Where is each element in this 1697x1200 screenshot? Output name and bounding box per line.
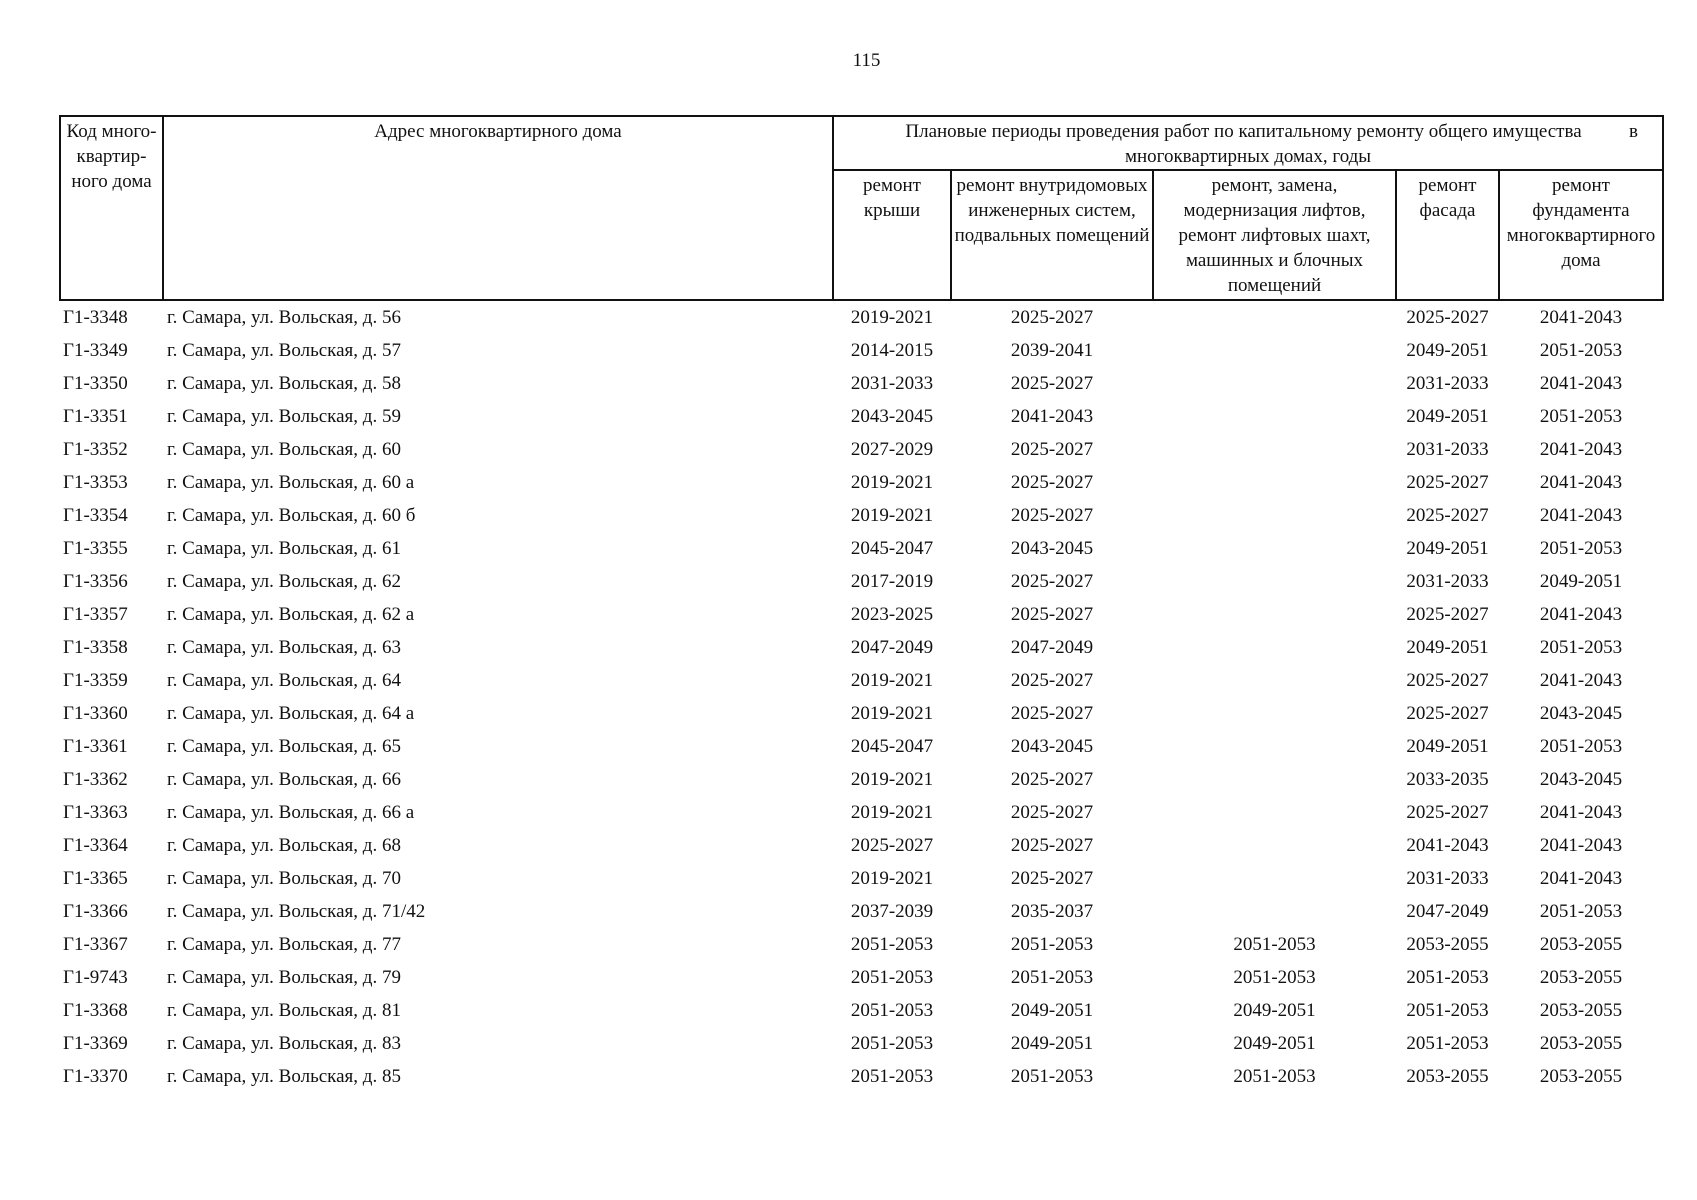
- cell-facade: 2049-2051: [1406, 736, 1489, 757]
- cell-elevators: [1153, 895, 1396, 928]
- table-header: [60, 116, 1663, 300]
- cell-engineering: 2049-2051: [1010, 1000, 1094, 1021]
- cell-foundation: 2053-2055: [1539, 1066, 1623, 1087]
- header-facade: ремонт фасада: [1396, 170, 1499, 300]
- cell-code: Г1-3367: [63, 934, 128, 955]
- cell-address: г. Самара, ул. Вольская, д. 83: [167, 1033, 401, 1054]
- cell-code: Г1-3366: [63, 901, 128, 922]
- cell-elevators: [1153, 598, 1396, 631]
- cell-elevators: 2051-2053: [1233, 967, 1316, 988]
- table-row: [60, 1027, 1663, 1060]
- cell-foundation: 2051-2053: [1539, 538, 1623, 559]
- cell-elevators: [1153, 532, 1396, 565]
- cell-address: г. Самара, ул. Вольская, д. 56: [167, 307, 401, 328]
- cell-engineering: 2043-2045: [1010, 736, 1094, 757]
- cell-engineering: 2035-2037: [1010, 901, 1094, 922]
- cell-address: г. Самара, ул. Вольская, д. 70: [167, 868, 401, 889]
- cell-code: Г1-3357: [63, 604, 128, 625]
- cell-roof: 2051-2053: [850, 1000, 934, 1021]
- header-address: Адрес многоквартирного дома: [163, 116, 833, 300]
- cell-foundation: 2041-2043: [1539, 505, 1623, 526]
- header-periods-trail: в: [1629, 121, 1639, 142]
- cell-facade: 2049-2051: [1406, 406, 1489, 427]
- cell-roof: 2047-2049: [850, 637, 934, 658]
- cell-roof: 2019-2021: [850, 868, 934, 889]
- cell-roof: 2019-2021: [850, 472, 934, 493]
- cell-code: Г1-3356: [63, 571, 128, 592]
- cell-address: г. Самара, ул. Вольская, д. 64 а: [167, 703, 415, 724]
- cell-engineering: 2039-2041: [1010, 340, 1094, 361]
- cell-engineering: 2025-2027: [1010, 868, 1094, 889]
- cell-elevators: 2049-2051: [1233, 1033, 1316, 1054]
- cell-roof: 2031-2033: [850, 373, 934, 394]
- table-row: [60, 796, 1663, 829]
- cell-engineering: 2025-2027: [1010, 571, 1094, 592]
- table-row: [60, 994, 1663, 1027]
- cell-foundation: 2049-2051: [1539, 571, 1623, 592]
- cell-roof: 2045-2047: [850, 538, 934, 559]
- cell-engineering: 2025-2027: [1010, 307, 1094, 328]
- cell-address: г. Самара, ул. Вольская, д. 63: [167, 637, 401, 658]
- cell-facade: 2049-2051: [1406, 538, 1489, 559]
- cell-address: г. Самара, ул. Вольская, д. 61: [167, 538, 401, 559]
- cell-foundation: 2041-2043: [1539, 472, 1623, 493]
- table-row: [60, 730, 1663, 763]
- cell-engineering: 2025-2027: [1010, 505, 1094, 526]
- cell-elevators: [1153, 829, 1396, 862]
- cell-elevators: [1153, 466, 1396, 499]
- cell-facade: 2025-2027: [1406, 703, 1489, 724]
- cell-elevators: [1153, 862, 1396, 895]
- table-row: [60, 400, 1663, 433]
- cell-foundation: 2041-2043: [1539, 670, 1623, 691]
- cell-address: г. Самара, ул. Вольская, д. 60: [167, 439, 401, 460]
- header-engineering: ремонт внутридомовых инженерных систем, подвальных помещений: [951, 170, 1153, 300]
- cell-code: Г1-3358: [63, 637, 128, 658]
- cell-engineering: 2025-2027: [1010, 703, 1094, 724]
- cell-foundation: 2051-2053: [1539, 901, 1623, 922]
- cell-engineering: 2047-2049: [1010, 637, 1094, 658]
- cell-foundation: 2051-2053: [1539, 637, 1623, 658]
- cell-engineering: 2051-2053: [1010, 934, 1094, 955]
- cell-engineering: 2025-2027: [1010, 835, 1094, 856]
- cell-foundation: 2051-2053: [1539, 340, 1623, 361]
- cell-foundation: 2043-2045: [1539, 703, 1623, 724]
- cell-foundation: 2051-2053: [1539, 406, 1623, 427]
- cell-elevators: [1153, 499, 1396, 532]
- cell-foundation: 2043-2045: [1539, 769, 1623, 790]
- cell-foundation: 2053-2055: [1539, 1033, 1623, 1054]
- cell-foundation: 2041-2043: [1539, 439, 1623, 460]
- cell-address: г. Самара, ул. Вольская, д. 65: [167, 736, 401, 757]
- table-row: [60, 697, 1663, 730]
- cell-roof: 2051-2053: [850, 1066, 934, 1087]
- header-roof: ремонт крыши: [833, 170, 951, 300]
- cell-foundation: 2041-2043: [1539, 802, 1623, 823]
- cell-facade: 2051-2053: [1406, 967, 1489, 988]
- cell-facade: 2025-2027: [1406, 670, 1489, 691]
- cell-facade: 2031-2033: [1406, 868, 1489, 889]
- table-row: [60, 895, 1663, 928]
- cell-address: г. Самара, ул. Вольская, д. 60 б: [167, 505, 416, 526]
- cell-roof: 2045-2047: [850, 736, 934, 757]
- cell-roof: 2043-2045: [850, 406, 934, 427]
- table-row: [60, 763, 1663, 796]
- cell-code: Г1-3365: [63, 868, 128, 889]
- cell-engineering: 2025-2027: [1010, 604, 1094, 625]
- cell-elevators: [1153, 730, 1396, 763]
- cell-roof: 2019-2021: [850, 703, 934, 724]
- table-row: [60, 565, 1663, 598]
- cell-elevators: [1153, 664, 1396, 697]
- table-row: [60, 532, 1663, 565]
- header-periods-line1: Плановые периоды проведения работ по капитальному ремонту общего имущества: [905, 121, 1582, 142]
- cell-facade: 2031-2033: [1406, 439, 1489, 460]
- cell-code: Г1-3354: [63, 505, 128, 526]
- cell-engineering: 2043-2045: [1010, 538, 1094, 559]
- cell-address: г. Самара, ул. Вольская, д. 62: [167, 571, 401, 592]
- cell-roof: 2027-2029: [850, 439, 934, 460]
- cell-engineering: 2025-2027: [1010, 802, 1094, 823]
- header-periods-line2: многоквартирных домах, годы: [1124, 146, 1372, 167]
- cell-code: Г1-3361: [63, 736, 128, 757]
- cell-foundation: 2041-2043: [1539, 868, 1623, 889]
- cell-code: Г1-3355: [63, 538, 128, 559]
- cell-code: Г1-3353: [63, 472, 128, 493]
- cell-elevators: 2049-2051: [1233, 1000, 1316, 1021]
- cell-roof: 2019-2021: [850, 505, 934, 526]
- cell-code: Г1-3349: [63, 340, 128, 361]
- cell-roof: 2019-2021: [850, 670, 934, 691]
- table-body: [60, 300, 1663, 1093]
- cell-engineering: 2051-2053: [1010, 967, 1094, 988]
- cell-code: Г1-3350: [63, 373, 128, 394]
- cell-facade: 2025-2027: [1406, 472, 1489, 493]
- cell-facade: 2051-2053: [1406, 1000, 1489, 1021]
- cell-elevators: [1153, 300, 1396, 334]
- cell-facade: 2025-2027: [1406, 802, 1489, 823]
- cell-elevators: [1153, 400, 1396, 433]
- cell-roof: 2051-2053: [850, 967, 934, 988]
- cell-address: г. Самара, ул. Вольская, д. 60 а: [167, 472, 415, 493]
- cell-address: г. Самара, ул. Вольская, д. 59: [167, 406, 401, 427]
- cell-engineering: 2041-2043: [1010, 406, 1094, 427]
- cell-address: г. Самара, ул. Вольская, д. 62 а: [167, 604, 415, 625]
- cell-facade: 2053-2055: [1406, 1066, 1489, 1087]
- cell-elevators: [1153, 565, 1396, 598]
- cell-facade: 2031-2033: [1406, 571, 1489, 592]
- table-row: [60, 598, 1663, 631]
- cell-foundation: 2053-2055: [1539, 967, 1623, 988]
- cell-code: Г1-3364: [63, 835, 128, 856]
- cell-roof: 2023-2025: [850, 604, 934, 625]
- cell-code: Г1-3369: [63, 1033, 128, 1054]
- cell-facade: 2025-2027: [1406, 604, 1489, 625]
- cell-code: Г1-3352: [63, 439, 128, 460]
- cell-elevators: [1153, 433, 1396, 466]
- cell-foundation: 2051-2053: [1539, 736, 1623, 757]
- cell-address: г. Самара, ул. Вольская, д. 66 а: [167, 802, 415, 823]
- cell-address: г. Самара, ул. Вольская, д. 71/42: [167, 901, 426, 922]
- cell-facade: 2047-2049: [1406, 901, 1489, 922]
- cell-roof: 2051-2053: [850, 934, 934, 955]
- cell-code: Г1-3351: [63, 406, 128, 427]
- cell-foundation: 2041-2043: [1539, 307, 1623, 328]
- cell-elevators: [1153, 796, 1396, 829]
- table-row: [60, 334, 1663, 367]
- table-row: [60, 300, 1663, 334]
- cell-roof: 2017-2019: [850, 571, 934, 592]
- table-row: [60, 829, 1663, 862]
- cell-foundation: 2041-2043: [1539, 373, 1623, 394]
- cell-address: г. Самара, ул. Вольская, д. 64: [167, 670, 401, 691]
- cell-address: г. Самара, ул. Вольская, д. 57: [167, 340, 401, 361]
- cell-facade: 2049-2051: [1406, 637, 1489, 658]
- cell-facade: 2041-2043: [1406, 835, 1489, 856]
- cell-foundation: 2041-2043: [1539, 835, 1623, 856]
- table-row: [60, 466, 1663, 499]
- cell-engineering: 2049-2051: [1010, 1033, 1094, 1054]
- cell-roof: 2019-2021: [850, 802, 934, 823]
- cell-facade: 2025-2027: [1406, 505, 1489, 526]
- cell-elevators: [1153, 763, 1396, 796]
- cell-elevators: [1153, 631, 1396, 664]
- table-row: [60, 367, 1663, 400]
- table-row: [60, 1060, 1663, 1093]
- cell-facade: 2033-2035: [1406, 769, 1489, 790]
- repair-schedule-table: [59, 115, 1664, 1093]
- cell-foundation: 2053-2055: [1539, 934, 1623, 955]
- cell-address: г. Самара, ул. Вольская, д. 81: [167, 1000, 401, 1021]
- cell-engineering: 2025-2027: [1010, 373, 1094, 394]
- cell-address: г. Самара, ул. Вольская, д. 79: [167, 967, 401, 988]
- cell-elevators: 2051-2053: [1233, 1066, 1316, 1087]
- cell-foundation: 2053-2055: [1539, 1000, 1623, 1021]
- cell-roof: 2051-2053: [850, 1033, 934, 1054]
- table-row: [60, 664, 1663, 697]
- cell-roof: 2025-2027: [850, 835, 934, 856]
- page-number: 115: [852, 50, 881, 71]
- header-foundation: ремонт фундамента многоквартирного дома: [1499, 170, 1663, 300]
- cell-code: Г1-3368: [63, 1000, 128, 1021]
- table-row: [60, 862, 1663, 895]
- cell-engineering: 2025-2027: [1010, 439, 1094, 460]
- table-row: [60, 928, 1663, 961]
- table-row: [60, 961, 1663, 994]
- cell-roof: 2037-2039: [850, 901, 934, 922]
- header-elevators: ремонт, замена, модернизация лифтов, ремонт лифтовых шахт, машинных и блочных помещений: [1153, 170, 1396, 300]
- cell-code: Г1-3359: [63, 670, 128, 691]
- cell-roof: 2019-2021: [850, 769, 934, 790]
- header-planned-periods: [833, 116, 1663, 170]
- cell-code: Г1-3370: [63, 1066, 128, 1087]
- cell-elevators: 2051-2053: [1233, 934, 1316, 955]
- cell-address: г. Самара, ул. Вольская, д. 77: [167, 934, 401, 955]
- cell-facade: 2049-2051: [1406, 340, 1489, 361]
- cell-address: г. Самара, ул. Вольская, д. 68: [167, 835, 401, 856]
- table-row: [60, 433, 1663, 466]
- cell-address: г. Самара, ул. Вольская, д. 66: [167, 769, 401, 790]
- cell-elevators: [1153, 367, 1396, 400]
- cell-engineering: 2025-2027: [1010, 670, 1094, 691]
- cell-roof: 2014-2015: [850, 340, 934, 361]
- cell-engineering: 2051-2053: [1010, 1066, 1094, 1087]
- cell-elevators: [1153, 697, 1396, 730]
- cell-foundation: 2041-2043: [1539, 604, 1623, 625]
- cell-roof: 2019-2021: [850, 307, 934, 328]
- cell-code: Г1-3360: [63, 703, 128, 724]
- cell-elevators: [1153, 334, 1396, 367]
- cell-facade: 2031-2033: [1406, 373, 1489, 394]
- cell-code: Г1-9743: [63, 967, 128, 988]
- cell-facade: 2025-2027: [1406, 307, 1489, 328]
- cell-facade: 2053-2055: [1406, 934, 1489, 955]
- table-row: [60, 631, 1663, 664]
- cell-facade: 2051-2053: [1406, 1033, 1489, 1054]
- header-code: Код много-квартир-ного дома: [60, 116, 163, 300]
- cell-address: г. Самара, ул. Вольская, д. 58: [167, 373, 401, 394]
- cell-address: г. Самара, ул. Вольская, д. 85: [167, 1066, 401, 1087]
- table-row: [60, 499, 1663, 532]
- cell-code: Г1-3363: [63, 802, 128, 823]
- cell-code: Г1-3362: [63, 769, 128, 790]
- cell-engineering: 2025-2027: [1010, 472, 1094, 493]
- cell-engineering: 2025-2027: [1010, 769, 1094, 790]
- cell-code: Г1-3348: [63, 307, 128, 328]
